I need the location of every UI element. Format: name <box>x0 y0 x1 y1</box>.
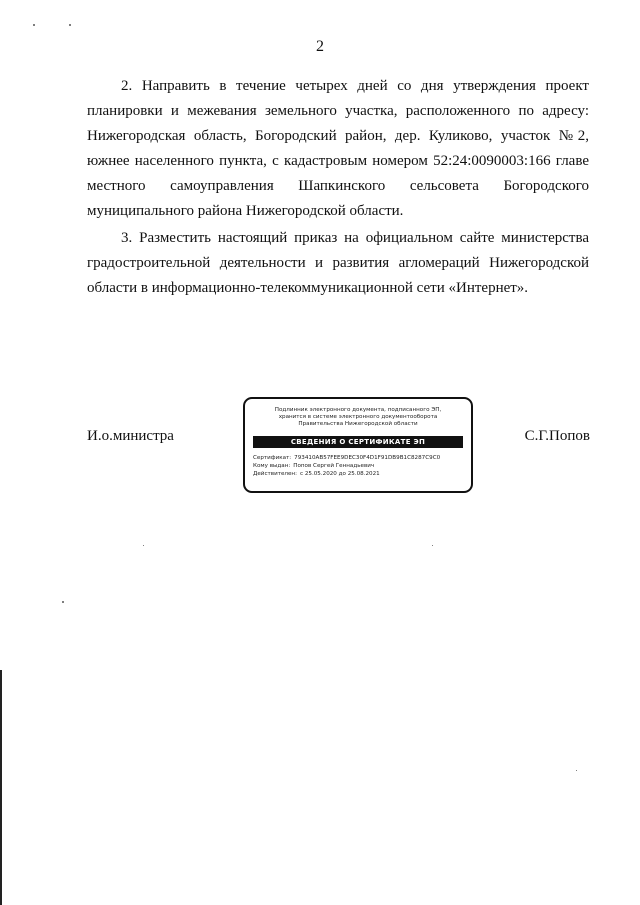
stamp-banner: СВЕДЕНИЯ О СЕРТИФИКАТЕ ЭП <box>253 436 463 448</box>
scan-speck <box>33 24 35 26</box>
scan-speck <box>69 24 71 26</box>
stamp-header-line: Подлинник электронного документа, подписанного ЭП, <box>274 407 442 413</box>
stamp-header-line: Правительства Нижегородской области <box>298 421 418 428</box>
validity-row <box>253 470 463 478</box>
scan-speck <box>576 770 577 771</box>
certificate-value: 793410AB57FEE9DEC30F4D1F91DB9B1C8287C9C0 <box>294 454 441 461</box>
stamp-header <box>253 407 463 429</box>
scan-edge-line <box>0 670 2 905</box>
validity-label: Действителен: <box>253 470 297 477</box>
issued-to-value: Попов Сергей Геннадьевич <box>293 462 375 469</box>
validity-value: с 25.05.2020 до 25.08.2021 <box>299 470 380 477</box>
signer-name: С.Г.Попов <box>524 428 590 444</box>
electronic-signature-stamp <box>243 397 473 493</box>
issued-to-label: Кому выдан: <box>253 462 291 469</box>
stamp-details <box>253 454 463 478</box>
scan-speck <box>432 545 433 546</box>
paragraph-2: 2. Направить в течение четырех дней со дня утверждения проект планировки и межевания земельного участка, расположенного по адресу: Нижегородская область, Богородский район, дер. Куликово, участок №2, южнее населенного пункта, с кадастровым номером 52:24:0090003:166 главе местного самоуправления Шапкинского сельсовета Богородского муниципального района Нижегородской области. <box>87 78 589 219</box>
scan-speck <box>143 545 144 546</box>
stamp-header-line: хранится в системе электронного документооборота <box>278 414 438 421</box>
scan-speck <box>62 601 64 603</box>
certificate-row <box>253 454 463 462</box>
paragraph-3: 3. Разместить настоящий приказ на официальном сайте министерства градостроительной деятельности и развития агломераций Нижегородской области в информационно-телекоммуникационной сети «Интернет». <box>87 230 589 296</box>
issued-to-row <box>253 462 463 470</box>
certificate-label: Сертификат: <box>253 454 292 461</box>
signer-role: И.о.министра <box>87 428 174 444</box>
page-number: 2 <box>316 38 324 55</box>
